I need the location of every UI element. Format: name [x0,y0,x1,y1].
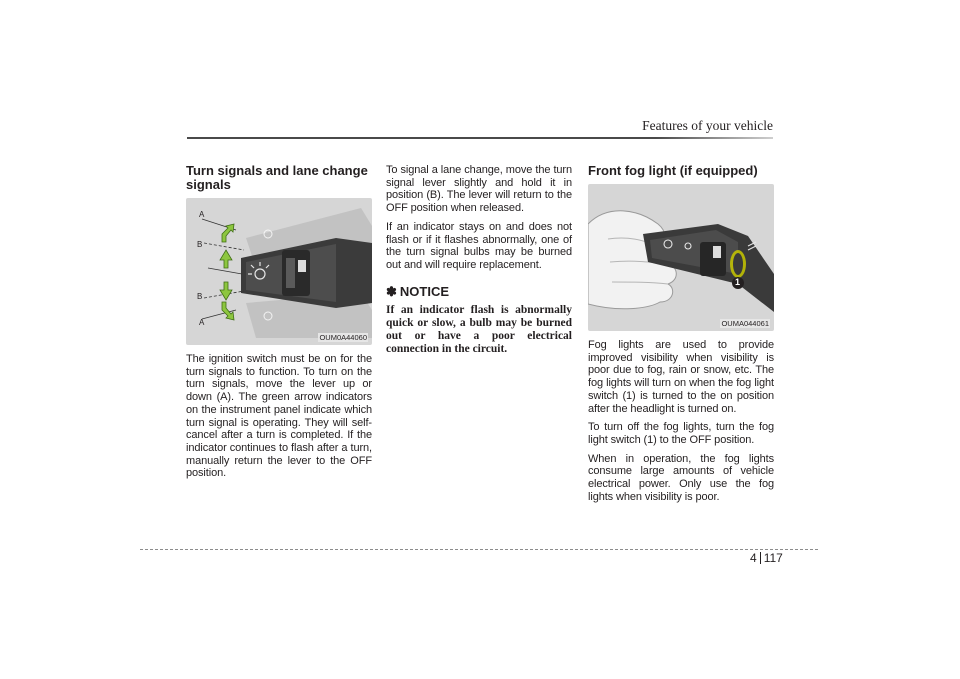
notice-body: If an indicator flash is abnormally quick or slow, a bulb may be burned out or have a poor electrical connection in the circuit. [386,303,572,355]
fog-light-paragraph-2: To turn off the fog lights, turn the fog light switch (1) to the OFF position. [588,421,774,446]
notice-title [386,284,572,300]
label-a-bottom: A [199,318,205,327]
label-b-bottom: B [197,292,203,301]
column-lane-change [386,164,572,356]
figure-code: OUMA044061 [721,319,769,328]
chapter-number: 4 [750,551,757,565]
footer-rule [140,549,818,550]
turn-signals-paragraph: The ignition switch must be on for the turn signals to function. To turn on the turn signals, move the lever up or down (A). The green arrow indicators on the instrument panel indicate which turn signal is operating. They will self-cancel after a turn is completed. If the indicator continues to flash after a turn, manually return the lever to the OFF position. [186,353,372,480]
label-b-top: B [197,240,203,249]
figure-code: OUM0A44060 [319,333,367,342]
turn-signals-heading: Turn signals and lane change signals [186,163,368,192]
notice-title-text: NOTICE [399,283,450,299]
column-turn-signals [186,164,372,486]
running-header: Features of your vehicle [642,118,773,133]
fog-light-paragraph-1: Fog lights are used to provide improved visibility when visibility is poor due to fog, rain or snow, etc. The fog lights will turn on when the fog light switch (1) is turned to the on position after the headlight is turned on. [588,339,774,415]
page-number [750,551,783,565]
turn-signal-illustration [186,198,372,345]
fog-light-heading: Front fog light (if equipped) [588,163,758,178]
callout-1: 1 [735,277,741,287]
page-separator [760,552,761,564]
fog-light-illustration [588,184,774,331]
page-number-value: 117 [763,551,783,565]
fog-light-figure [588,184,774,331]
turn-signal-figure [186,198,372,345]
label-a-top: A [199,210,205,219]
column-fog-light [588,164,774,509]
header-rule [187,137,773,139]
notice-mark-icon: ✽ [386,283,397,299]
fog-light-paragraph-3: When in operation, the fog lights consume large amounts of vehicle electrical power. Only use the fog lights when visibility is poor. [588,452,774,503]
indicator-paragraph: If an indicator stays on and does not flash or if it flashes abnormally, one of the turn signal bulbs may be burned out and will require replacement. [386,220,572,271]
lane-change-paragraph: To signal a lane change, move the turn signal lever slightly and hold it in position (B). The lever will return to the OFF position when released. [386,164,572,215]
